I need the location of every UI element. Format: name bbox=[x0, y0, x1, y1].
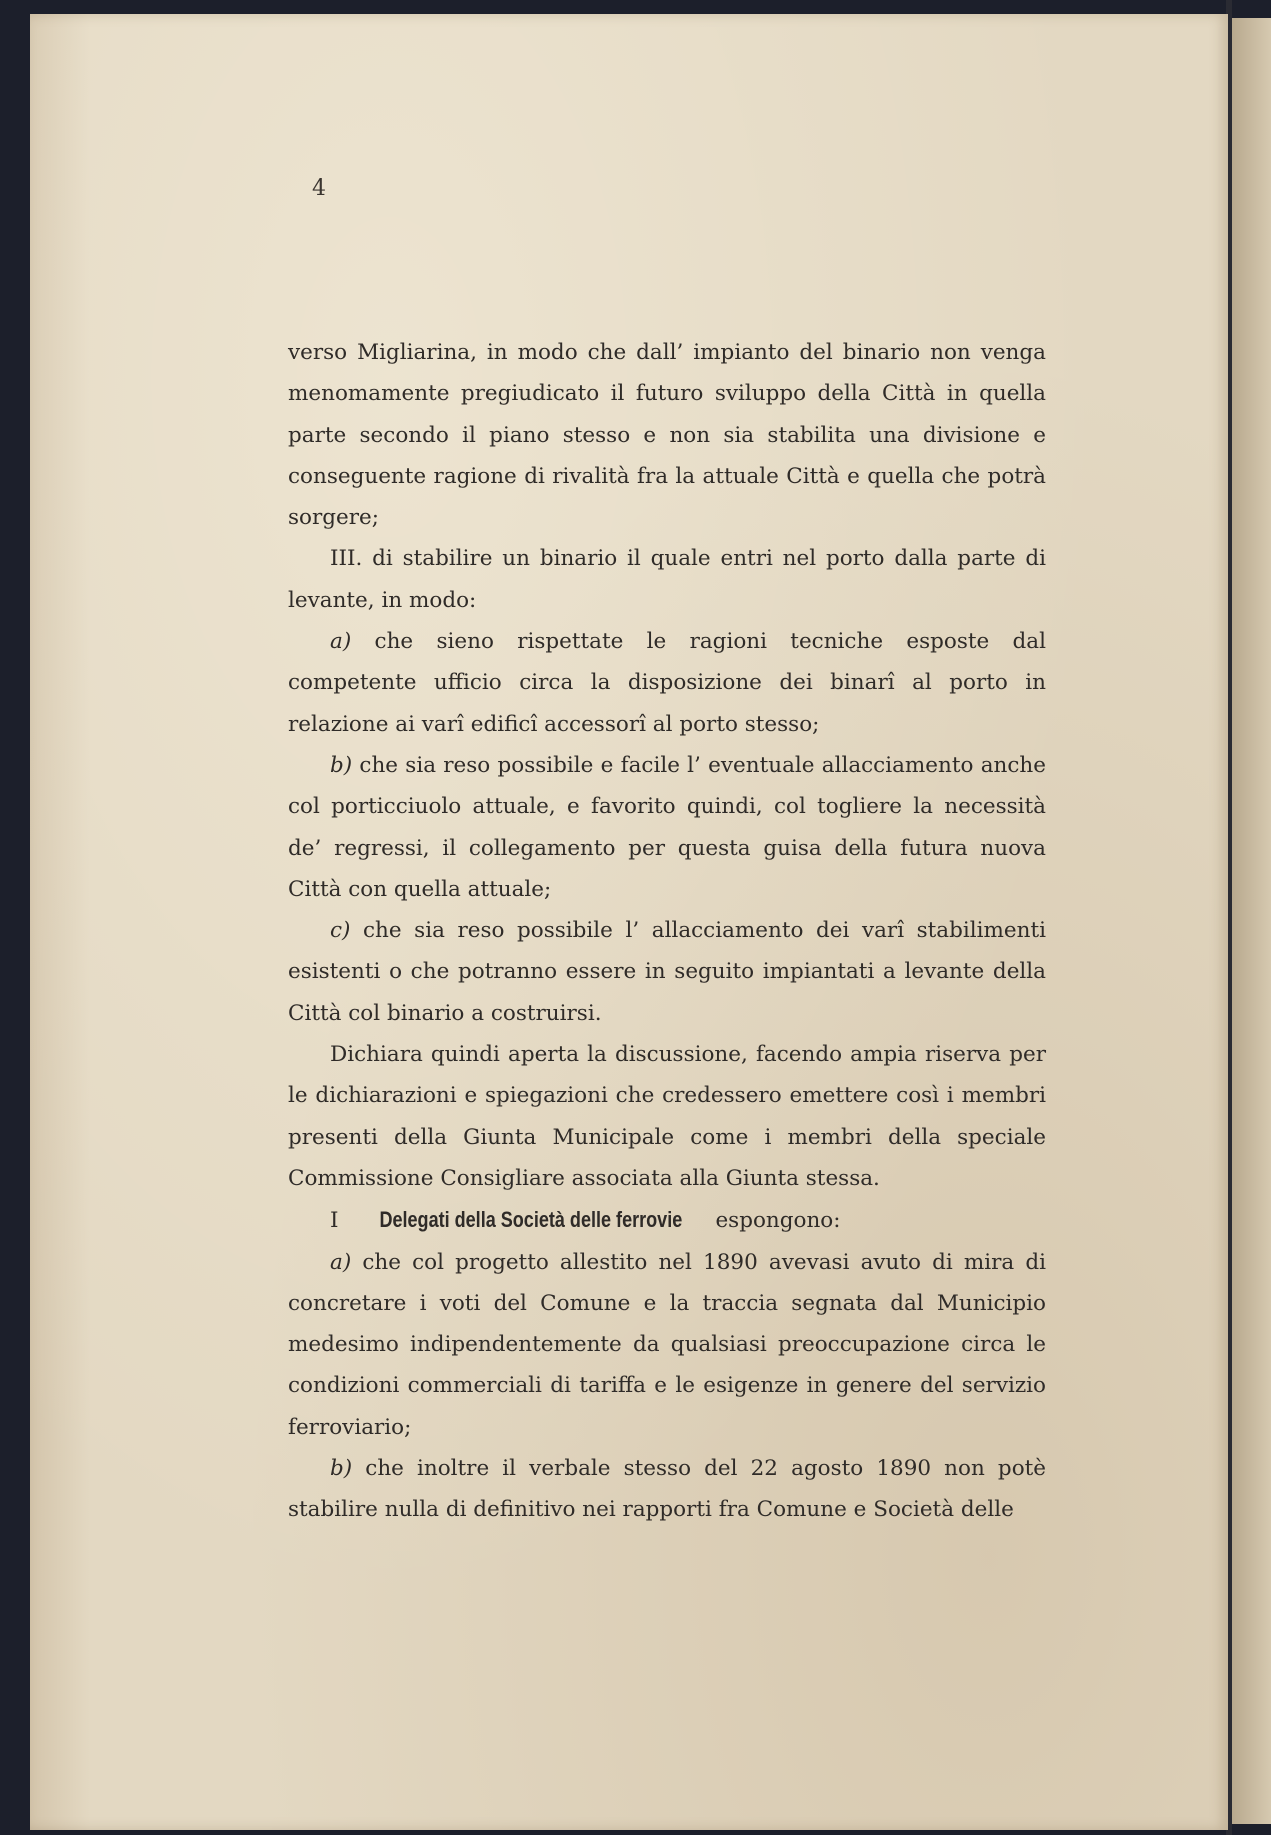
paragraph-3-text: che sieno rispettate le ragioni tecniche esposte dal competente ufficio circa la disposizione dei binarî al porto in relazione ai varî edificî accessorî al porto stesso; bbox=[288, 629, 1046, 737]
paragraph-5 bbox=[288, 910, 1046, 1034]
paragraph-4 bbox=[288, 745, 1046, 910]
paragraph-7-lead: I bbox=[330, 1208, 339, 1234]
item-marker-a: a) bbox=[330, 629, 352, 655]
facing-page-edge bbox=[1232, 18, 1271, 1824]
paragraph-3 bbox=[288, 621, 1046, 745]
paragraph-7-text: espongono: bbox=[708, 1208, 841, 1234]
paragraph-6: Dichiara quindi aperta la discussione, facendo ampia riserva per le dichiarazioni e spiegazioni che credessero emettere così i membri presenti della Giunta Municipale come i membri della speciale Commissione Consigliare associata alla Giunta stessa. bbox=[288, 1042, 1046, 1191]
book-page bbox=[30, 14, 1228, 1830]
item-marker-b: b) bbox=[330, 752, 353, 778]
item-marker-b-2: b) bbox=[330, 1456, 353, 1482]
paragraph-9 bbox=[288, 1448, 1046, 1531]
paragraph-5-text: che sia reso possibile l’ allacciamento dei varî stabilimenti esistenti o che potranno essere in seguito impiantati a levante della Città col binario a costruirsi. bbox=[288, 918, 1046, 1026]
paragraph-9-text: che inoltre il verbale stesso del 22 agosto 1890 non potè stabilire nulla di definitivo nei rapporti fra Comune e Società delle bbox=[288, 1456, 1046, 1523]
item-marker-a-2: a) bbox=[330, 1249, 352, 1275]
item-marker-c: c) bbox=[330, 918, 351, 944]
page-number: 4 bbox=[312, 176, 326, 201]
paragraph-2: III. di stabilire un binario il quale entri nel porto dalla parte di levante, in modo: bbox=[288, 546, 1046, 613]
paragraph-1: verso Migliarina, in modo che dall’ impianto del binario non venga menomamente pregiudicato il futuro sviluppo della Città in quella parte secondo il piano stesso e non sia stabilita una divisione e conseguente ragione di rivalità fra la attuale Città e quella che potrà sorgere; bbox=[288, 340, 1046, 531]
body-text bbox=[288, 332, 1046, 1531]
delegates-heading: Delegati della Società delle ferrovie bbox=[379, 1207, 683, 1233]
paragraph-8-text: che col progetto allestito nel 1890 avevasi avuto di mira di concretare i voti del Comune e la traccia segnata dal Municipio medesimo indipendentemente da qualsiasi preoccupazione circa le condizioni commerciali di tariffa e le esigenze in genere del servizio ferroviario; bbox=[288, 1249, 1046, 1440]
paragraph-8 bbox=[288, 1242, 1046, 1448]
paragraph-7 bbox=[288, 1199, 1046, 1241]
paragraph-4-text: che sia reso possibile e facile l’ eventuale allacciamento anche col porticciuolo attuale, e favorito quindi, col togliere la necessità de’ regressi, il collegamento per questa guisa della futura nuova Città con quella attuale; bbox=[288, 752, 1046, 902]
